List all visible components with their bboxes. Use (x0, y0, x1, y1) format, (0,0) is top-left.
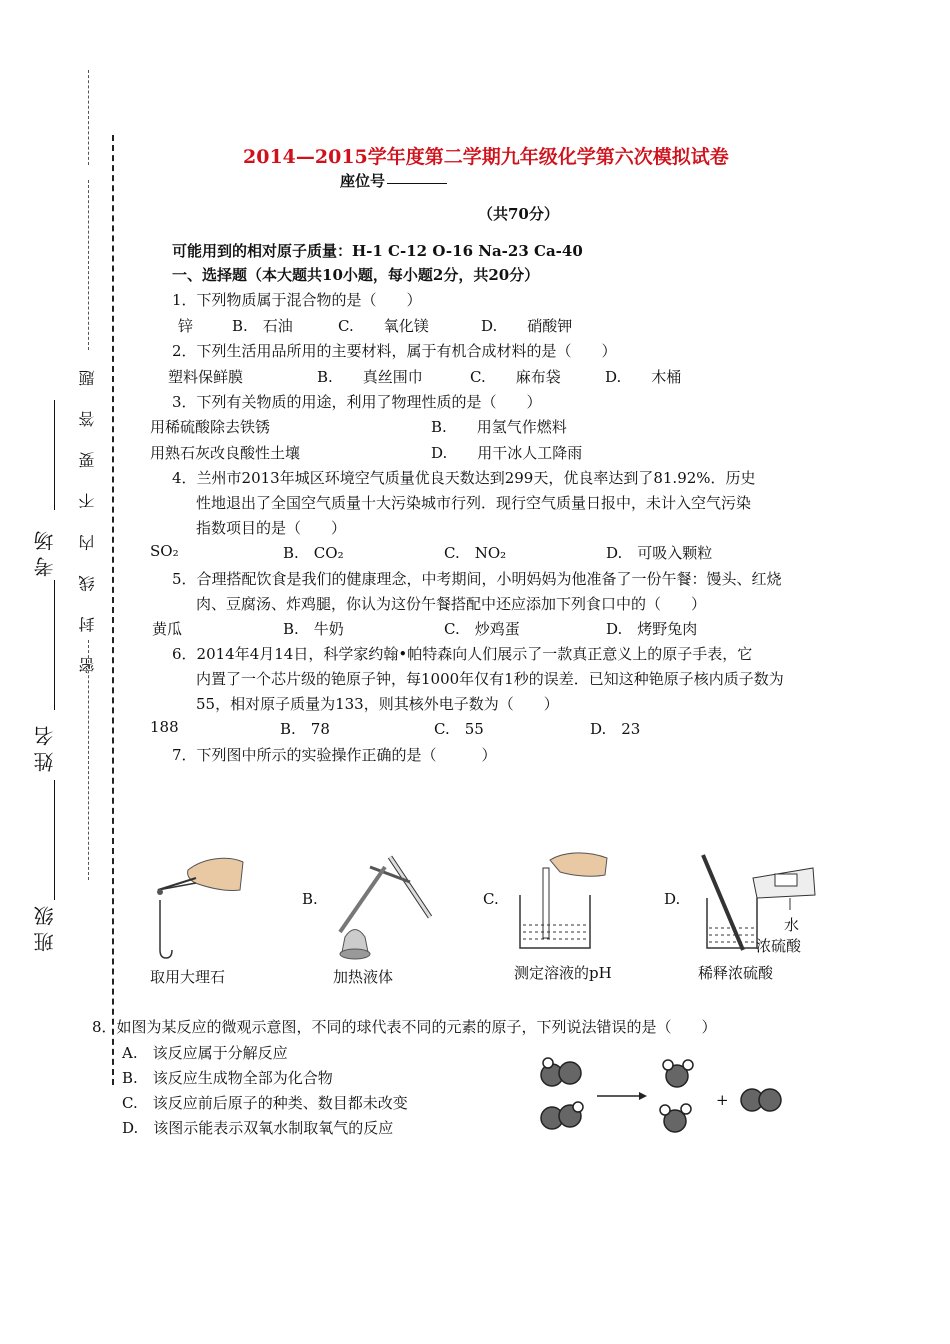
q6-option-b[interactable]: B. 78 (280, 720, 330, 738)
q5-option-b[interactable]: B. 牛奶 (283, 620, 344, 638)
seal-text: 密 封 线 内 不 要 答 题 (78, 360, 97, 674)
q1-option-d[interactable]: D. 硝酸钾 (481, 317, 573, 335)
room-field[interactable] (54, 400, 55, 510)
q4-option-d[interactable]: D. 可吸入颗粒 (606, 544, 713, 562)
q6-stem-line2: 内置了一个芯片级的铯原子钟，每1000年仅有1秒的误差．已知这种铯原子核内质子数为 (196, 670, 784, 688)
q6-stem-line3: 55，相对原子质量为133，则其核外电子数为（ ） (196, 695, 559, 713)
figure-d-label-water: 水 (784, 916, 800, 934)
figure-c-ph-beaker (515, 850, 625, 955)
q5-option-d[interactable]: D. 烤野兔肉 (606, 620, 698, 638)
q8-option-d[interactable]: D. 该图示能表示双氧水制取氧气的反应 (122, 1119, 394, 1137)
q1-option-c[interactable]: C. 氧化镁 (338, 317, 429, 335)
figure-c-letter: C. (483, 890, 499, 908)
section-heading: 一、选择题（本大题共10小题，每小题2分，共20分） (172, 266, 540, 284)
figure-c-caption: 测定溶液的pH (514, 964, 612, 982)
q4-stem-line3: 指数项目的是（ ） (196, 519, 347, 537)
q4-stem-line1: 4．兰州市2013年城区环境空气质量优良天数达到299天，优良率达到了81.92%．历史 (172, 469, 756, 487)
seat-label: 座位号 (340, 172, 386, 190)
reaction-diagram (535, 1058, 795, 1138)
q4-stem-line2: 性地退出了全国空气质量十大污染城市行列．现行空气质量日报中，未计入空气污染 (196, 494, 752, 512)
binding-line-outer (112, 135, 114, 1085)
q2-option-b[interactable]: B. 真丝围巾 (317, 368, 423, 386)
q3-option-d[interactable]: D. 用干冰人工降雨 (431, 444, 583, 462)
seal-dash-lower (88, 640, 89, 880)
figure-d-caption: 稀释浓硫酸 (698, 964, 774, 982)
reaction-plus: + (716, 1091, 729, 1109)
q3-option-c[interactable]: 用熟石灰改良酸性土壤 (150, 444, 301, 462)
seat-field[interactable] (387, 183, 447, 184)
q2-option-a[interactable]: 塑料保鲜膜 (168, 368, 244, 386)
q1-stem: 1．下列物质属于混合物的是（ ） (172, 291, 422, 309)
q4-option-b[interactable]: B. CO₂ (283, 544, 344, 562)
q6-option-a[interactable]: 188 (150, 718, 179, 736)
total-score: （共70分） (478, 205, 559, 223)
class-field[interactable] (54, 780, 55, 900)
q1-option-a[interactable]: 锌 (178, 317, 194, 335)
q3-stem: 3．下列有关物质的用途，利用了物理性质的是（ ） (172, 393, 542, 411)
figure-b-heating-tube (330, 852, 440, 962)
atomic-masses: 可能用到的相对原子质量：H-1 C-12 O-16 Na-23 Ca-40 (172, 242, 583, 260)
figure-d-letter: D. (664, 890, 681, 908)
q3-option-a[interactable]: 用稀硫酸除去铁锈 (150, 418, 271, 436)
q5-option-c[interactable]: C. 炒鸡蛋 (444, 620, 520, 638)
q5-stem-line2: 肉、豆腐汤、炸鸡腿，你认为这份午餐搭配中还应添加下列食口中的（ ） (196, 595, 707, 613)
q2-option-c[interactable]: C. 麻布袋 (470, 368, 561, 386)
q7-stem: 7．下列图中所示的实验操作正确的是（ ） (172, 746, 497, 764)
name-field[interactable] (54, 580, 55, 710)
q8-option-c[interactable]: C. 该反应前后原子的种类、数目都未改变 (122, 1094, 408, 1112)
binding-dash-line (88, 70, 89, 165)
q6-option-d[interactable]: D. 23 (590, 720, 641, 738)
figure-a-hand-tweezers (148, 850, 248, 960)
q8-option-b[interactable]: B. 该反应生成物全部为化合物 (122, 1069, 333, 1087)
q4-option-a[interactable]: SO₂ (150, 542, 179, 560)
q5-option-a[interactable]: 黄瓜 (152, 620, 183, 638)
q5-stem-line1: 5．合理搭配饮食是我们的健康理念，中考期间，小明妈妈为他准备了一份午餐：馒头、红烧 (172, 570, 782, 588)
q8-option-a[interactable]: A. 该反应属于分解反应 (122, 1044, 288, 1062)
room-label: 考场 (33, 525, 57, 577)
q8-stem: 8．如图为某反应的微观示意图，不同的球代表不同的元素的原子，下列说法错误的是（ ） (92, 1018, 717, 1036)
q1-option-b[interactable]: B. 石油 (232, 317, 293, 335)
q2-stem: 2．下列生活用品所用的主要材料，属于有机合成材料的是（ ） (172, 342, 617, 360)
seal-dash-upper (88, 180, 89, 350)
q3-option-b[interactable]: B. 用氢气作燃料 (431, 418, 567, 436)
figure-b-caption: 加热液体 (333, 968, 394, 986)
q4-option-c[interactable]: C. NO₂ (444, 544, 507, 562)
exam-title: 2014—2015学年度第二学期九年级化学第六次模拟试卷 (243, 146, 729, 168)
q6-option-c[interactable]: C. 55 (434, 720, 484, 738)
figure-d-label-acid: 浓硫酸 (756, 937, 802, 955)
figure-a-caption: 取用大理石 (150, 968, 226, 986)
q6-stem-line1: 6．2014年4月14日，科学家约翰•帕特森向人们展示了一款真正意义上的原子手表，它 (172, 645, 753, 663)
figure-b-letter: B. (302, 890, 318, 908)
name-label: 姓名 (33, 720, 57, 772)
q2-option-d[interactable]: D. 木桶 (605, 368, 682, 386)
class-label: 班级 (33, 900, 57, 952)
